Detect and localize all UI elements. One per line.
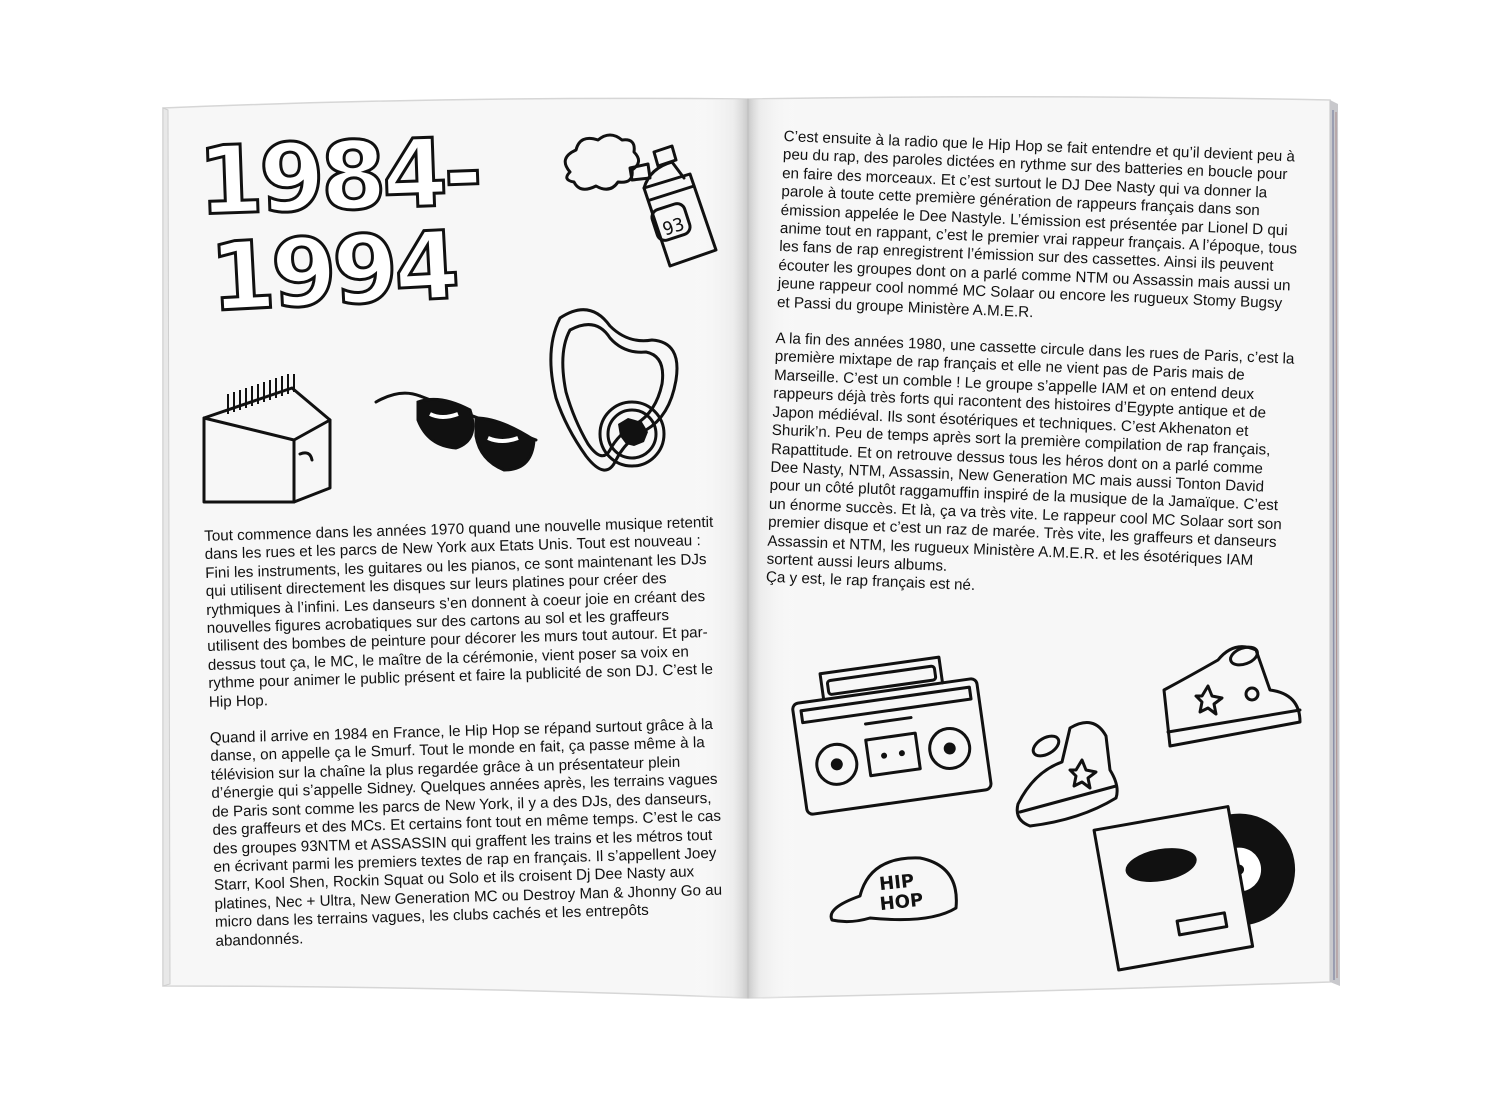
spray-can-label: 93 <box>660 213 688 241</box>
heading-year-start: 1984- <box>196 118 481 237</box>
right-paragraph-2: A la fin des années 1980, une cassette circule dans les rues de Paris, c’est la première mixtape de rap français et elle ne vient pas de Paris mais de Marseille. C’est un comble ! Le groupe s’appelle IAM et on entend deux rappeurs déjà très forts qui racontent des histoires d’Egypte antique et de Japon médiéval. Ils sont ésotériques et techniques. C’est Akhenaton et Shurik’n. Peu de temps après sort la première compilation de rap français, Rapattitude. Et on retrouve dessus tous les héros dont on a parlé comme Dee Nasty, NTM, Assassin, New Generation MC mais aussi Tonton David pour un côté plutôt raggamuffin inspiré de la musique de la Jamaïque. C’est un énorme succès. Et là, ça va très vite. Le rappeur cool MC Solaar sort son premier disque et c’est un raz de marée. Très vite, les graffeurs et danseurs Assassin et NTM, les rugueux Ministère A.M.E.R. et les ésotériques IAM sortent aussi leurs albums. <box>766 329 1295 575</box>
right-paragraph-1: C’est ensuite à la radio que le Hip Hop se fait entendre et qu’il devient peu à peu du rap, des paroles dictées en rythme sur des batteries en boucle pour en faire des morceaux. Et c’est surtout le DJ Dee Nasty qui va donner la parole à toute cette première génération de rappeurs français dans son émission appelée le Dee Nastyle. L’émission est présentée par Lionel D qui anime tout en rappant, c’est le premier vrai rappeur français. A l’époque, tous les fans de rap enregistrent l’émission sur des cassettes. Ainsi ils peuvent écouter les groupes dont on a parlé comme NTM ou Assassin mais aussi un jeune rappeur cool nommé MC Solaar ou encore les rugueux Stomy Bugsy et Passi du groupe Ministère A.M.E.R. <box>776 128 1298 321</box>
left-paragraph-2: Quand il arrive en 1984 en France, le Hip Hop se répand surtout grâce à la danse, on appelle ça le Smurf. Tout le monde en fait, ça passe même à la télévision sur la chaîne la plus regardée grâce à un présentateur plein d’énergie qui s’appelle Sidney. Quelques années après, les terrains vagues de Paris sont comme les parcs de New York, il y a des DJs, des danseurs, des graffeurs et des MCs. Et certains font tout en même temps. C’est le cas des groupes 93NTM et ASSASSIN qui graffent les trains et les métros tout en écrivant parmi les premiers textes de rap en français. Il s’appellent Joey Starr, Kool Shen, Rockin Squat ou Solo et ils croisent Dj Dee Nasty aux platines, Nec + Ultra, New Generation MC ou Destroy Man & Jhonny Go au micro dans les terrains vagues, les clubs cachés et les entrepôts abandonnés. <box>209 715 723 950</box>
right-page-body <box>765 128 1304 626</box>
cap-text-hop: HOP <box>878 889 925 916</box>
left-paragraph-1: Tout commence dans les années 1970 quand une nouvelle musique retentit dans les rues et les parcs de New York aux Etats Unis. Tout est nouveau : Fini les instruments, les guitares ou les pianos, ce sont maintenant les DJs qui utilisent directement les disques sur leurs platines pour créer des rythmiques à l’infini. Les danseurs s’en donnent à coeur joie en créant des nouvelles figures acrobatiques sur des cartons au sol et les graffeurs utilisent des bombes de peinture pour décorer les murs tout autour. Et par-dessus tout ça, le MC, le maître de la cérémonie, vient poser sa voix en rythme pour animer le public présent et faire la publicité de son DJ. C’est le Hip Hop. <box>204 513 714 711</box>
page-edge-stack <box>1330 100 1340 986</box>
heading-year-end: 1994 <box>207 211 459 334</box>
left-page-body <box>204 514 728 969</box>
cap-text-hip: HIP <box>878 870 916 896</box>
right-paragraph-3: Ça y est, le rap français est né. <box>765 568 976 595</box>
